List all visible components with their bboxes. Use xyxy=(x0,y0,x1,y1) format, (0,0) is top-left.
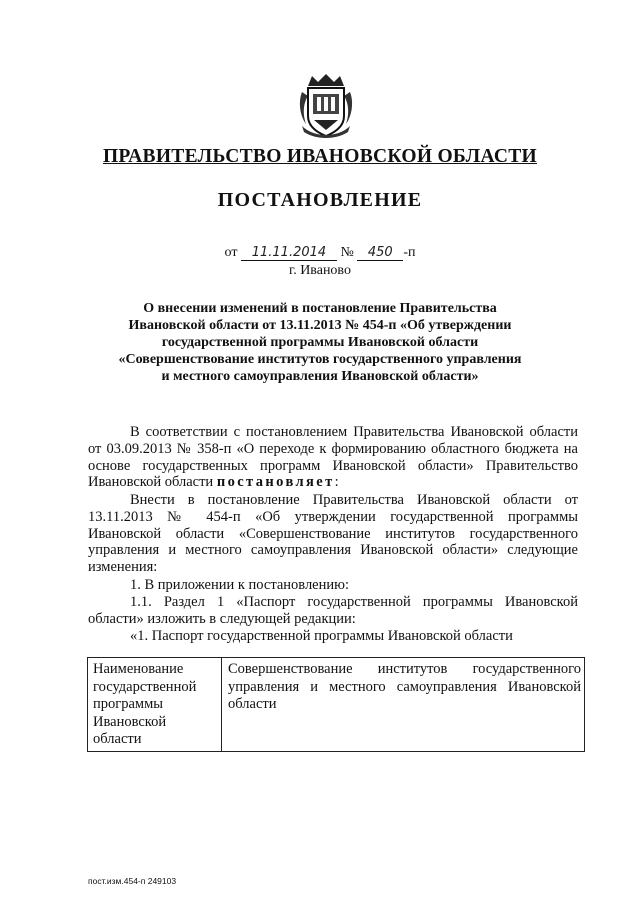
date-number-line xyxy=(0,245,640,261)
table-value-cell: Совершенствование институтов государственного управления и местного самоуправления Ивановской области xyxy=(228,661,581,712)
preamble-text: В соответствии с постановлением Правительства Ивановской области от 03.09.2013 № 358-п «О переходе к формированию областного бюджета на основе государственных программ Ивановской области» Правительство Ивановской области xyxy=(88,424,578,491)
heading-line: Ивановской области от 13.11.2013 № 454-п «Об утверждении xyxy=(128,318,512,333)
document-heading xyxy=(60,300,580,385)
paragraph-amend: Внести в постановление Правительства Ивановской области от 13.11.2013 № 454-п «Об утверждении государственной программы Ивановской области «Совершенствование институтов государственного управления и местного самоуправления Ивановской области» следующие изменения: xyxy=(88,492,578,576)
table-label: Наименование государственной программы Ивановской области xyxy=(93,661,197,747)
number-suffix: -п xyxy=(403,245,416,260)
preamble-end: : xyxy=(334,474,339,491)
number-sign: № xyxy=(340,245,354,260)
document-number: 450 xyxy=(357,245,403,261)
heading-line: и местного самоуправления Ивановской области» xyxy=(161,369,479,384)
passport-table xyxy=(87,657,585,752)
paragraph-preamble xyxy=(88,424,578,491)
document-type: ПОСТАНОВЛЕНИЕ xyxy=(217,189,423,211)
city: г. Иваново xyxy=(289,263,351,278)
date-prefix: от xyxy=(224,245,238,260)
heading-line: О внесении изменений в постановление Правительства xyxy=(143,301,497,316)
document-date: 11.11.2014 xyxy=(241,245,337,261)
heading-line: государственной программы Ивановской области xyxy=(161,335,479,350)
government-title: ПРАВИТЕЛЬСТВО ИВАНОВСКОЙ ОБЛАСТИ xyxy=(102,146,538,167)
decree-word: постановляет xyxy=(216,474,335,491)
table-label-cell xyxy=(88,658,222,751)
footer-code: пост.изм.454-п 249103 xyxy=(88,876,177,886)
coat-of-arms-emblem xyxy=(298,72,354,140)
paragraph-item-1-1: 1.1. Раздел 1 «Паспорт государственной программы Ивановской области» изложить в следующей редакции: xyxy=(88,594,578,627)
paragraph-item-1: 1. В приложении к постановлению: xyxy=(130,577,350,593)
heading-line: «Совершенствование институтов государственного управления xyxy=(118,352,522,367)
paragraph-passport: «1. Паспорт государственной программы Ивановской области xyxy=(130,628,513,644)
